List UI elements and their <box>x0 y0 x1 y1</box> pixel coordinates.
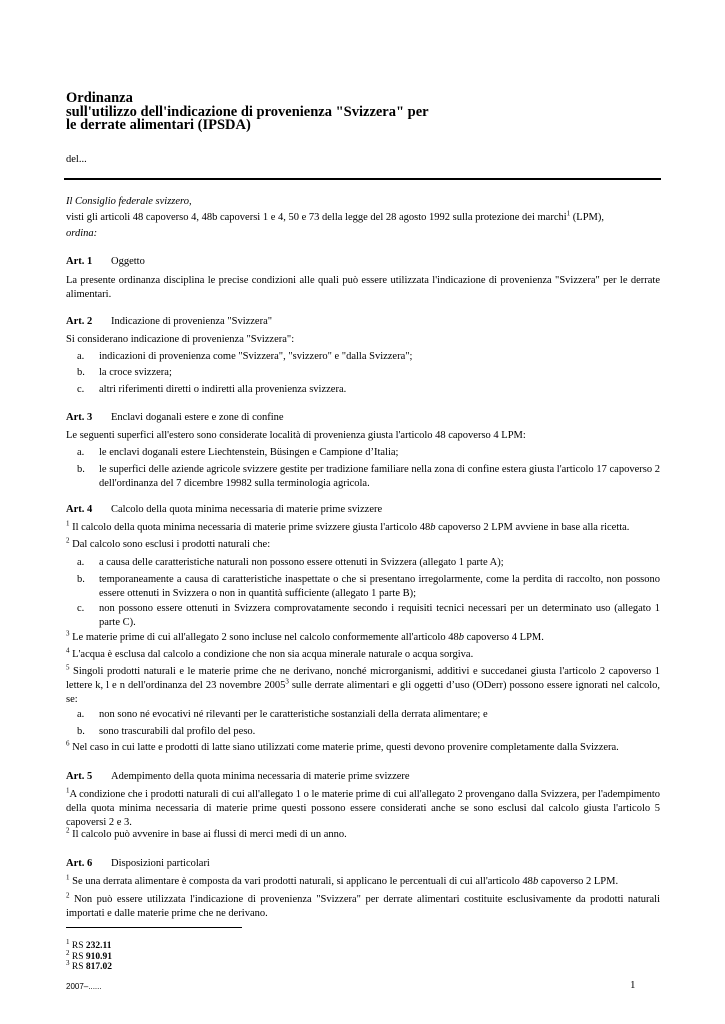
art6-para-2 <box>66 893 660 921</box>
item-text: indicazioni di provenienza come "Svizzera", "svizzero" e "dalla Svizzera"; <box>99 351 413 362</box>
footnote-2 <box>66 948 112 963</box>
footnote-ref: 910.91 <box>85 952 112 962</box>
page-number: 1 <box>630 979 636 991</box>
para-text: Il calcolo della quota minima necessaria di materie prime svizzere giusta l'articolo 48 <box>69 522 431 533</box>
art2-number: Art. 2 <box>66 316 93 327</box>
item-letter: b. <box>77 464 85 475</box>
para-text-italic: b <box>458 632 464 643</box>
para-text: L'acqua è esclusa dal calcolo a condizione che non sia acqua minerale naturale o acqua sorgiva. <box>69 649 474 660</box>
footnote-ref-3: 3 <box>285 677 289 686</box>
art2-item-a <box>66 350 660 364</box>
item-letter: c. <box>77 384 85 395</box>
art2-intro: Si considerano indicazione di provenienza "Svizzera": <box>66 334 295 345</box>
para-number: 1 <box>66 519 70 528</box>
art2-item-c <box>66 383 660 397</box>
preamble-authority: Il Consiglio federale svizzero, <box>66 196 192 207</box>
para-number: 5 <box>66 663 70 672</box>
para-text-italic: b <box>430 522 436 533</box>
art4-para-3 <box>66 631 660 645</box>
item-letter: a. <box>77 709 85 720</box>
art6-title: Disposizioni particolari <box>111 858 210 869</box>
art1-number: Art. 1 <box>66 256 93 267</box>
footnote-ref-1: 1 <box>566 209 571 218</box>
art2-item-b <box>66 366 660 380</box>
art4-para-1 <box>66 521 660 535</box>
title-line-1: Ordinanza <box>66 90 133 106</box>
art1-text: La presente ordinanza disciplina le precise condizioni alle quali può essere utilizzata l'indicazione di provenienza "Svizzera" per le derrate alimentari. <box>66 275 660 300</box>
footnote-prefix: RS <box>71 962 86 972</box>
art3-number: Art. 3 <box>66 412 93 423</box>
item-text: a causa delle caratteristiche naturali non possono essere ottenuti in Svizzera (allegato 1 parte A); <box>99 557 504 568</box>
art4-item-b <box>66 573 660 601</box>
art4-title: Calcolo della quota minima necessaria di materie prime svizzere <box>111 504 383 515</box>
header-divider <box>64 178 661 180</box>
footnote-prefix: RS <box>71 952 86 962</box>
art4-para-6 <box>66 741 660 755</box>
preamble-visti <box>66 211 660 225</box>
item-text: altri riferimenti diretti o indiretti alla provenienza svizzera. <box>99 384 347 395</box>
para-text: Nel caso in cui latte e prodotti di latte siano utilizzati come materie prime, questi devono provenire completamente dalla Svizzera. <box>69 742 619 753</box>
para-number: 2 <box>66 891 70 900</box>
para-text: capoverso 4 LPM. <box>463 632 544 643</box>
title-line-3: le derrate alimentari (IPSDA) <box>66 117 251 133</box>
art5-heading <box>66 771 410 782</box>
art4-para-5 <box>66 665 660 706</box>
footnote-ref: 817.02 <box>85 962 112 972</box>
art4-heading <box>66 504 382 515</box>
art4-item-a <box>66 556 660 570</box>
item-text: le enclavi doganali estere Liechtenstein, Büsingen e Campione d’Italia; <box>99 447 399 458</box>
art2-title: Indicazione di provenienza "Svizzera" <box>111 316 273 327</box>
para-text: Le materie prime di cui all'allegato 2 sono incluse nel calcolo conformemente all'articolo 48 <box>69 632 459 643</box>
para-text: Dal calcolo sono esclusi i prodotti naturali che: <box>69 539 271 550</box>
footnote-1 <box>66 937 112 952</box>
document-title <box>66 92 466 133</box>
preamble-visti-tail: (LPM), <box>570 212 605 223</box>
item-letter: b. <box>77 367 85 378</box>
para-number: 3 <box>66 629 70 638</box>
art4-para-2 <box>66 538 660 552</box>
art6-number: Art. 6 <box>66 858 93 869</box>
art4-number: Art. 4 <box>66 504 93 515</box>
art6-heading <box>66 858 210 869</box>
item-letter: a. <box>77 447 85 458</box>
para-text: sulle derrate alimentari e gli oggetti d’uso (ODerr) possono essere ignorati nel calcolo, se: <box>66 679 660 705</box>
item-letter: a. <box>77 557 85 568</box>
item-letter: b. <box>77 726 85 737</box>
art3-item-b <box>66 463 660 491</box>
para-number: 1 <box>66 786 70 795</box>
item-letter: a. <box>77 351 85 362</box>
footnote-number: 3 <box>66 958 70 967</box>
art4-para-4 <box>66 648 660 662</box>
art3-item-a <box>66 446 660 460</box>
art1-title: Oggetto <box>111 256 145 267</box>
para-number: 4 <box>66 646 70 655</box>
para-number: 1 <box>66 873 70 882</box>
art4-p5-item-b <box>66 725 660 739</box>
footnote-3 <box>66 958 112 973</box>
item-text: non possono essere ottenuti in Svizzera comprovatamente secondo i requisiti tecnici necessari per un determinato uso (allegato 1 parte C). <box>99 603 660 628</box>
item-letter: b. <box>77 574 85 585</box>
para-text: capoverso 2 LPM. <box>538 876 619 887</box>
footnote-number: 1 <box>66 937 70 946</box>
art3-title: Enclavi doganali estere e zone di confine <box>111 412 284 423</box>
art5-para-1 <box>66 788 660 829</box>
para-text: Non può essere utilizzata l'indicazione di provenienza "Svizzera" per derrate alimentari costituite esclusivamente da prodotti naturali importati e dalle materie prime che ne derivano. <box>66 894 660 919</box>
art4-p5-item-a <box>66 708 660 722</box>
item-text: temporaneamente a causa di caratteristiche inaspettate o che si presentano irregolarmente, come la perdita di raccolto, non possono essere ottenuti in Svizzera o non in quantità sufficiente (allegato 1 parte B); <box>99 574 660 599</box>
para-number: 6 <box>66 739 70 748</box>
art3-heading <box>66 412 284 423</box>
item-text: le superfici delle aziende agricole svizzere gestite per tradizione familiare nella zona di confine estera giusta l'articolo 17 capoverso 2 dell'ordinanza del 7 dicembre 19982 sulla terminologia agricola. <box>99 464 660 489</box>
title-line-2: sull'utilizzo dell'indicazione di provenienza "Svizzera" per <box>66 103 429 120</box>
art4-item-c <box>66 602 660 630</box>
footnote-prefix: RS <box>71 941 86 951</box>
para-text: Singoli prodotti naturali e le materie prime che ne derivano, nonché microrganismi, additivi e succedanei giusta l'articolo 2 capoverso 1 lettere k, l e n dell'ordinanza del 23 novembre 2005 <box>66 666 660 691</box>
art1-heading <box>66 256 145 267</box>
document-date: del... <box>66 154 87 165</box>
para-number: 2 <box>66 826 70 835</box>
art5-para-2 <box>66 828 660 842</box>
art5-number: Art. 5 <box>66 771 93 782</box>
art2-heading <box>66 316 272 327</box>
para-text: capoverso 2 LPM avviene in base alla ricetta. <box>435 522 630 533</box>
art6-para-1 <box>66 875 660 889</box>
footnote-ref: 232.11 <box>85 941 112 951</box>
preamble-visti-text: visti gli articoli 48 capoverso 4, 48b capoversi 1 e 4, 50 e 73 della legge del 28 agosto 1992 sulla protezione dei marchi <box>66 212 567 223</box>
para-text: Il calcolo può avvenire in base ai flussi di merci medi di un anno. <box>69 829 347 840</box>
footer-code: 2007–...... <box>66 982 102 991</box>
para-text: Se una derrata alimentare è composta da vari prodotti naturali, si applicano le percentuali di cui all'articolo 48 <box>69 876 533 887</box>
preamble-ordina: ordina: <box>66 228 98 239</box>
footnote-divider <box>66 927 242 928</box>
para-text-italic: b <box>532 876 539 887</box>
footnote-number: 2 <box>66 948 70 957</box>
item-text: non sono né evocativi né rilevanti per le caratteristiche sostanziali della derrata alimentare; e <box>99 709 488 720</box>
item-text: sono trascurabili dal profilo del peso. <box>99 726 256 737</box>
art5-title: Adempimento della quota minima necessaria di materie prime svizzere <box>111 771 410 782</box>
para-number: 2 <box>66 536 70 545</box>
para-text: A condizione che i prodotti naturali di cui all'allegato 1 o le materie prime di cui all'allegato 2 provengano dalla Svizzera, per l'adempimento della quota minima necessaria di materie prime questi possono essere considerati anche se sono esclusi dal calcolo giusta l'articolo 5 capoversi 2 e 3. <box>66 789 660 828</box>
item-text: la croce svizzera; <box>99 367 172 378</box>
item-letter: c. <box>77 603 85 614</box>
art3-intro: Le seguenti superfici all'estero sono considerate località di provenienza giusta l'articolo 48 capoverso 4 LPM: <box>66 430 526 441</box>
